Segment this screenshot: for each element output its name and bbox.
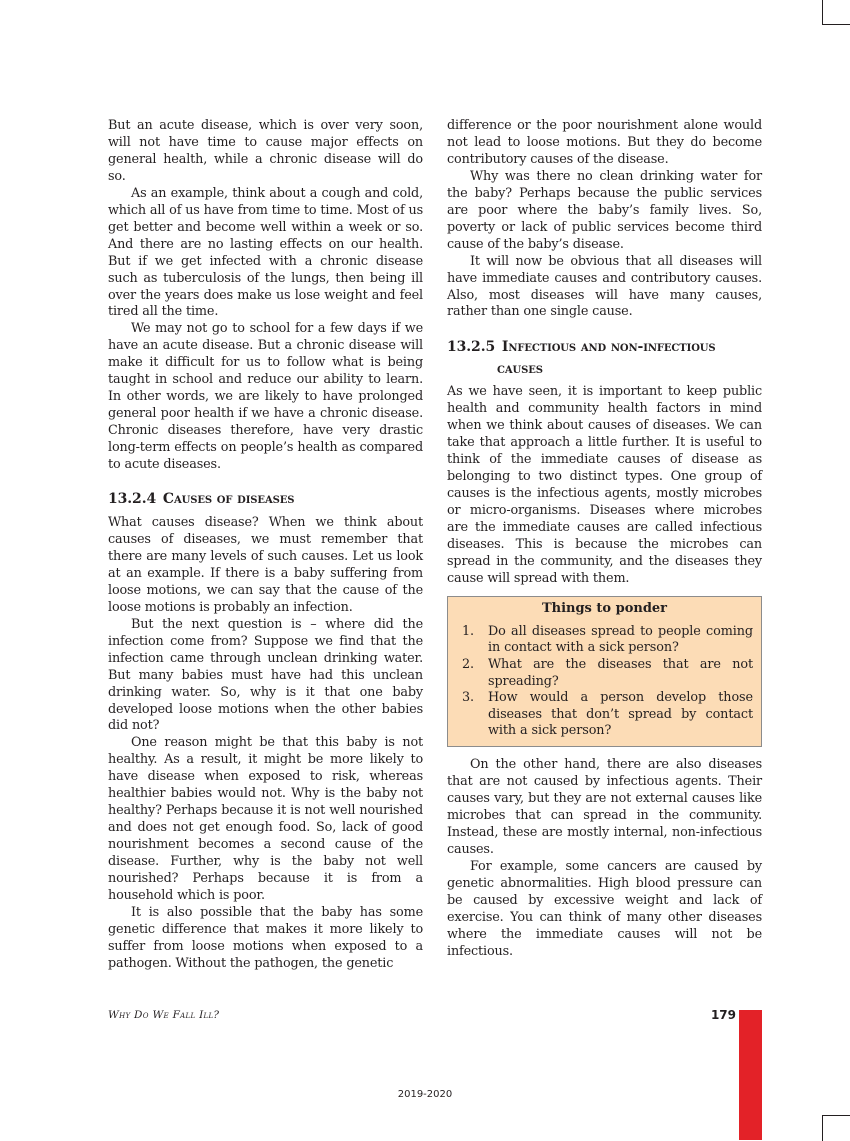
- item-text: Do all diseases spread to people coming in contact with a sick person?: [488, 623, 753, 656]
- section-heading: [447, 336, 762, 380]
- ponder-title: Things to ponder: [541, 600, 668, 616]
- running-footer-title: Why Do We Fall Ill?: [108, 1009, 220, 1021]
- left-column: [108, 118, 423, 973]
- item-text: What are the diseases that are not spreading?: [488, 657, 753, 689]
- section-title-continued: causes: [497, 361, 543, 378]
- paragraph: We may not go to school for a few days if we have an acute disease. But a chronic disease will make it difficult for us to follow what is being taught in school and reduce our ability to learn. In other words, we are likely to have prolonged general poor health if we have a chronic disease. Chronic diseases therefore, have very drastic long-term effects on people’s health as compared to acute diseases.: [108, 321, 423, 473]
- crop-mark-bottom-right: [822, 1115, 850, 1141]
- ponder-list: [456, 624, 753, 740]
- item-number: 3.: [462, 690, 475, 706]
- paragraph: It is also possible that the baby has some genetic difference that makes it more likely to suffer from loose motions when exposed to a pathogen. Without the pathogen, the genetic: [108, 904, 423, 971]
- section-title: Causes of diseases: [162, 491, 295, 508]
- right-column: [447, 118, 762, 960]
- edition-year: 2019-2020: [397, 1089, 453, 1100]
- paragraph: It will now be obvious that all diseases will have immediate causes and contributory causes. Also, most diseases will have many causes, rather than one single cause.: [447, 253, 762, 320]
- list-item: [456, 690, 753, 740]
- item-number: 1.: [462, 623, 475, 639]
- list-item: [456, 657, 753, 690]
- item-text: How would a person develop those diseases that don’t spread by contact with a sick person?: [488, 690, 753, 739]
- section-number: 13.2.5: [447, 339, 496, 356]
- paragraph: Why was there no clean drinking water for the baby? Perhaps because the public services are poor where the baby’s family lives. So, poverty or lack of public services become third cause of the baby’s disease.: [447, 168, 762, 252]
- paragraph: But an acute disease, which is over very soon, will not have time to cause major effects on general health, while a chronic disease will do so.: [108, 118, 423, 184]
- section-title: Infectious and non-infectious: [501, 339, 716, 356]
- paragraph: What causes disease? When we think about causes of diseases, we must remember that there are many levels of such causes. Let us look at an example. If there is a baby suffering from loose motions, we can say that the cause of the loose motions is probably an infection.: [108, 515, 423, 615]
- section-heading: [108, 488, 423, 510]
- item-number: 2.: [462, 657, 475, 673]
- paragraph: As we have seen, it is important to keep public health and community health factors in mind when we think about causes of diseases. We can take that approach a little further. It is useful to think of the immediate causes of disease as belonging to two distinct types. One group of causes is the infectious agents, mostly microbes or micro-organisms. Diseases where microbes are the immediate causes are called infectious diseases. This is because the microbes can spread in the community, and the diseases they cause will spread with them.: [447, 384, 762, 586]
- paragraph: As an example, think about a cough and cold, which all of us have from time to time. Most of us get better and become well within a week or so. And there are no lasting effects on our health. But if we get infected with a chronic disease such as tuberculosis of the lungs, then being ill over the years does make us lose weight and feel tired all the time.: [108, 185, 423, 320]
- paragraph: On the other hand, there are also diseases that are not caused by infectious agents. Their causes vary, but they are not external causes like microbes that can spread in the community. Instead, these are mostly internal, non-infectious causes.: [447, 757, 762, 857]
- paragraph: For example, some cancers are caused by genetic abnormalities. High blood pressure can be caused by excessive weight and lack of exercise. You can think of many other diseases where the immediate causes will not be infectious.: [447, 858, 762, 959]
- section-number: 13.2.4: [108, 491, 157, 508]
- crop-mark-top-right: [822, 0, 850, 25]
- paragraph: One reason might be that this baby is not healthy. As a result, it might be more likely to have disease when exposed to risk, whereas healthier babies would not. Why is the baby not healthy? Perhaps because it is not well nourished and does not get enough food. So, lack of good nourishment becomes a second cause of the disease. Further, why is the baby not well nourished? Perhaps because it is from a household which is poor.: [108, 735, 423, 903]
- page-edge-tab: [739, 1010, 762, 1140]
- paragraph: But the next question is – where did the infection come from? Suppose we find that the infection came through unclean drinking water. But many babies must have had this unclean drinking water. So, why is it that one baby developed loose motions when the other babies did not?: [108, 616, 423, 734]
- page-number: 179: [710, 1008, 736, 1022]
- things-to-ponder-box: [447, 596, 762, 747]
- paragraph: difference or the poor nourishment alone would not lead to loose motions. But they do become contributory causes of the disease.: [447, 118, 762, 167]
- list-item: [456, 624, 753, 657]
